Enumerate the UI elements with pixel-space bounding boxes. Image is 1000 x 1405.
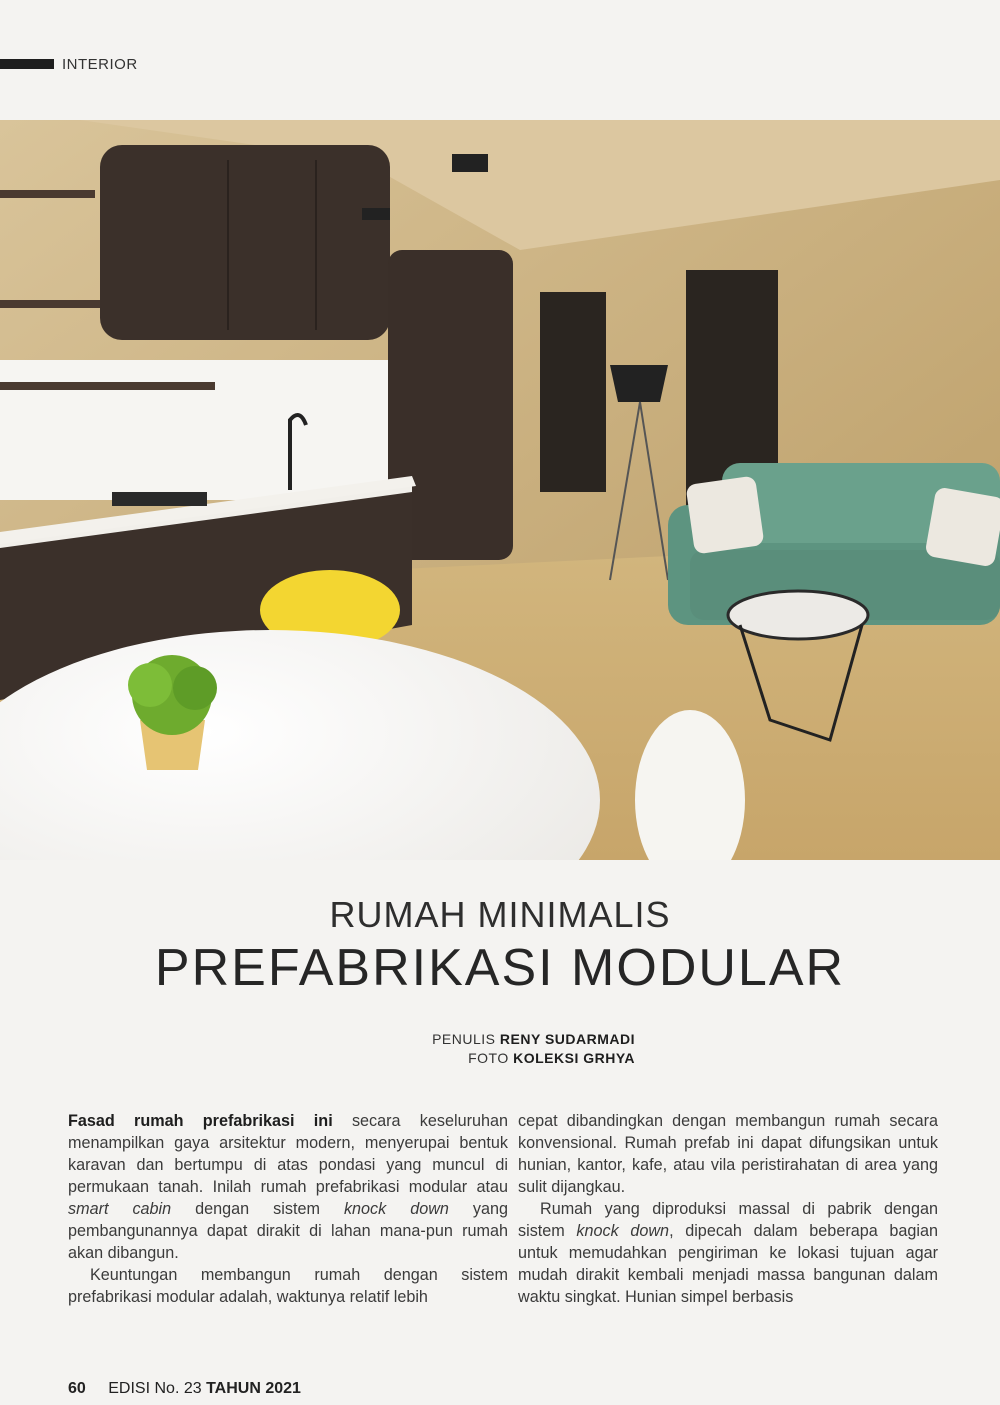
credits xyxy=(432,1030,635,1068)
p4-text-b: , dipecah dalam beberapa bagian untuk memudahkan pengiriman ke lokasi tujuan agar mudah dirakit kembali menjadi massa bangunan dalam waktu singkat. Hunian simpel berbasis xyxy=(518,1222,938,1306)
p4-text-a: Rumah yang diproduksi massal di pabrik dengan sistem xyxy=(518,1200,938,1240)
paragraph-3: cepat dibandingkan dengan membangun rumah secara konvensional. Rumah prefab ini dapat difungsikan untuk hunian, kantor, kafe, atau vila peristirahatan di area yang sulit dijangkau. xyxy=(518,1112,938,1196)
writer-credit xyxy=(432,1030,635,1049)
p4-emphasis: knock down xyxy=(576,1222,670,1240)
title-line-2: PREFABRIKASI MODULAR xyxy=(154,939,846,997)
paragraph-1 xyxy=(68,1110,508,1264)
photo-name: KOLEKSI GRHYA xyxy=(513,1050,635,1066)
title-line-1: RUMAH MINIMALIS xyxy=(329,894,671,935)
column-left xyxy=(68,1110,508,1308)
paragraph-4 xyxy=(518,1198,938,1308)
section-header xyxy=(0,52,138,76)
year: TAHUN 2021 xyxy=(206,1380,301,1397)
article-title xyxy=(0,880,1000,998)
page-number: 60 xyxy=(68,1380,86,1397)
p1-emphasis-2: knock down xyxy=(343,1200,449,1218)
writer-name: RENY SUDARMADI xyxy=(499,1031,635,1047)
section-bar xyxy=(0,59,54,69)
interior-photo-illustration xyxy=(0,120,1000,860)
page-footer xyxy=(68,1380,301,1398)
photo-label: FOTO xyxy=(468,1050,509,1066)
p1-text-b: dengan sistem xyxy=(171,1200,344,1218)
photo-credit xyxy=(432,1049,635,1068)
p1-emphasis-1: smart cabin xyxy=(68,1200,172,1218)
interior-photo xyxy=(0,120,1000,860)
article-body xyxy=(68,1110,938,1308)
lead-text: Fasad rumah prefabrikasi ini xyxy=(68,1112,333,1130)
column-right xyxy=(518,1110,938,1308)
section-label: INTERIOR xyxy=(62,55,138,73)
p1-text-c: yang pembangunannya dapat dirakit di lahan mana-pun rumah akan dibangun. xyxy=(68,1200,509,1262)
paragraph-2: Keuntungan membangun rumah dengan sistem prefabrikasi modular adalah, waktunya relatif lebih xyxy=(68,1266,508,1306)
edition: EDISI No. 23 xyxy=(108,1380,202,1397)
writer-label: PENULIS xyxy=(432,1031,496,1047)
p1-text-a: secara keseluruhan menampilkan gaya arsitektur modern, menyerupai bentuk karavan dan bertumpu di atas pondasi yang muncul di permukaan tanah. Inilah rumah prefabrikasi modular atau xyxy=(68,1112,509,1196)
